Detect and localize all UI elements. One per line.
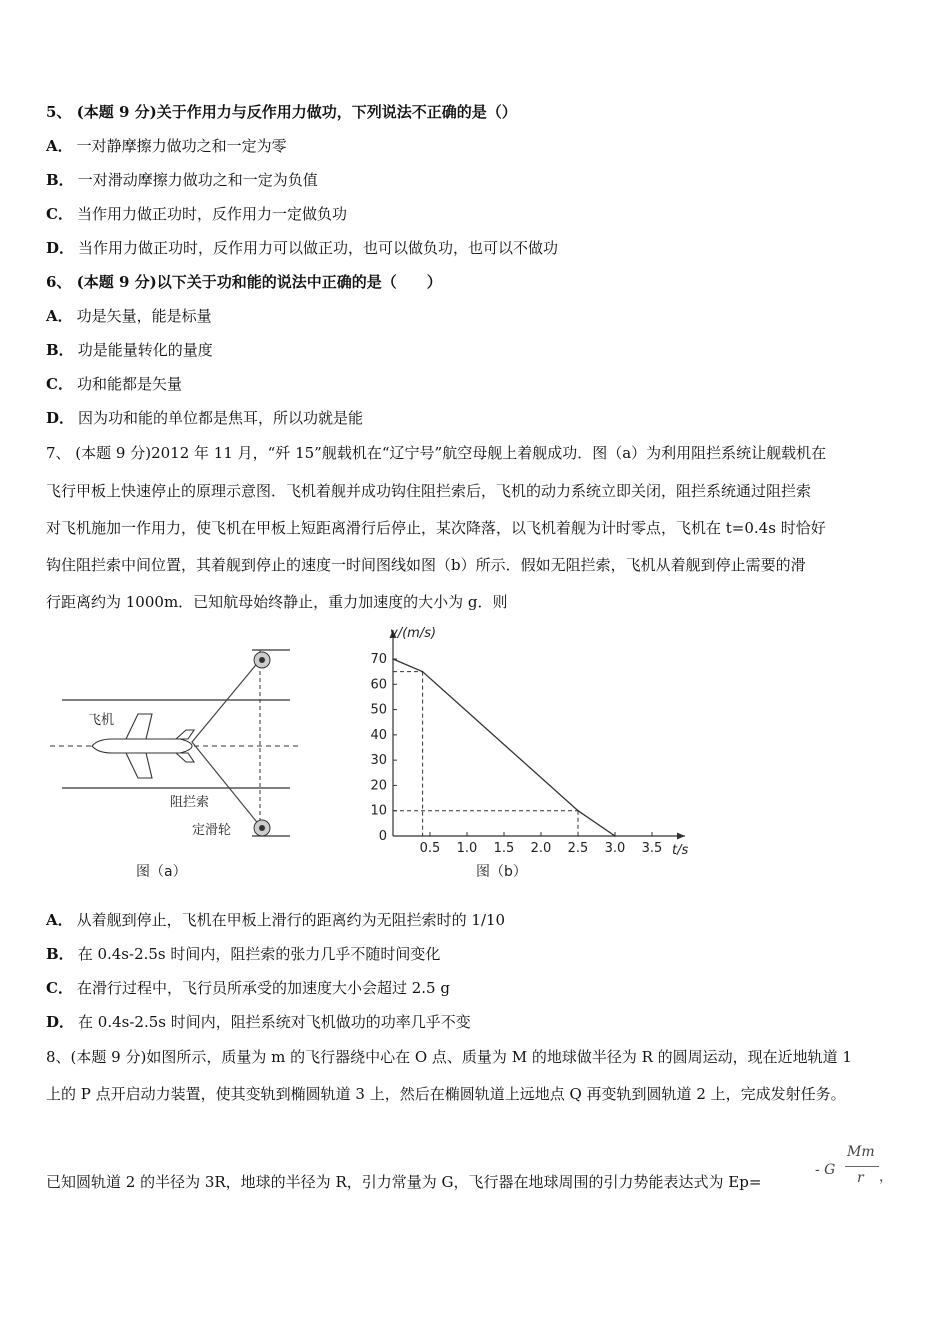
x-axis-label: t/s [672, 843, 689, 858]
option-letter: C． [46, 375, 73, 393]
x-tick-label: 2.5 [567, 841, 589, 856]
y-tick-label: 20 [370, 778, 387, 794]
q6-option-a [46, 306, 212, 326]
figure-a [50, 650, 298, 880]
data-point [422, 671, 424, 673]
x-tick-label: 1.0 [456, 841, 478, 856]
y-axis-label: v/(m/s) [390, 626, 437, 641]
option-letter: A． [46, 307, 73, 325]
velocity-line [393, 659, 615, 836]
q7-stem-line-1: 7、 (本题 9 分)2012 年 11 月，“歼 15”舰载机在“辽宁号”航空母舰上着舰成功．图（a）为利用阻拦系统让舰载机在 [46, 444, 827, 462]
q7-stem-line-2: 飞行甲板上快速停止的原理示意图．飞机着舰并成功钩住阻拦索后，飞机的动力系统立即关闭，阻拦系统通过阻拦索 [46, 482, 812, 500]
q5-stem: 5、 (本题 9 分)关于作用力与反作用力做功，下列说法不正确的是（） [46, 103, 517, 121]
q7-option-a [46, 910, 505, 930]
plane-label: 飞机 [88, 713, 115, 728]
y-tick-label: 40 [370, 727, 387, 743]
formula-suffix: ， [879, 1169, 893, 1185]
q7-option-b [46, 944, 440, 964]
y-tick-label: 30 [370, 753, 387, 769]
option-letter: D． [46, 1013, 75, 1031]
formula-denominator: r [857, 1170, 864, 1186]
option-text: 在 0.4s-2.5s 时间内，阻拦索的张力几乎不随时间变化 [77, 945, 441, 963]
option-letter: D． [46, 239, 75, 257]
chart-ticks [370, 652, 662, 856]
q5-option-a [46, 136, 287, 156]
option-letter: C． [46, 205, 73, 223]
q8-stem-line-1: 8、(本题 9 分)如图所示，质量为 m 的飞行器绕中心在 O 点、质量为 M 的地球做半径为 R 的圆周运动，现在近地轨道 1 [46, 1048, 852, 1066]
q6-option-d [46, 408, 363, 428]
option-letter: C． [46, 979, 73, 997]
y-tick-label: 10 [370, 803, 387, 819]
option-text: 功是能量转化的量度 [77, 341, 213, 359]
option-text: 从着舰到停止，飞机在甲板上滑行的距离约为无阻拦索时的 1/10 [76, 911, 506, 929]
option-letter: B． [46, 171, 74, 189]
y-tick-label: 0 [378, 829, 387, 844]
x-tick-label: 1.5 [493, 841, 515, 856]
q5-option-b [46, 170, 318, 190]
chart-guides [393, 672, 578, 836]
option-text: 在 0.4s-2.5s 时间内，阻拦系统对飞机做功的功率几乎不变 [78, 1013, 471, 1031]
option-text: 一对静摩擦力做功之和一定为零 [76, 137, 287, 155]
q7-figure [40, 618, 720, 888]
figure-b-chart [370, 626, 688, 880]
y-tick-label: 70 [370, 652, 387, 667]
x-tick-label: 2.0 [530, 841, 552, 856]
formula-numerator: Mm [847, 1144, 875, 1160]
q7-option-c [46, 978, 450, 998]
chart-series [392, 658, 616, 837]
option-letter: A． [46, 137, 73, 155]
option-letter: D． [46, 409, 75, 427]
option-letter: A． [46, 911, 73, 929]
data-point [614, 835, 616, 837]
option-text: 一对滑动摩擦力做功之和一定为负值 [77, 171, 318, 189]
q5-option-d [46, 238, 558, 258]
option-text: 功和能都是矢量 [76, 375, 182, 393]
y-tick-label: 50 [370, 702, 387, 718]
q6-option-c [46, 374, 182, 394]
pulley-label: 定滑轮 [192, 823, 232, 838]
chart-axes [390, 630, 686, 840]
option-letter: B． [46, 945, 74, 963]
q8-stem-line-2: 上的 P 点开启动力装置，使其变轨到椭圆轨道 3 上，然后在椭圆轨道上远地点 Q 再变轨到圆轨道 2 上，完成发射任务。 [46, 1085, 846, 1103]
q8-stem-line-3: 已知圆轨道 2 的半径为 3R，地球的半径为 R，引力常量为 G，飞行器在地球周围的引力势能表达式为 Ep= [46, 1173, 762, 1191]
pulley-icon [254, 652, 270, 668]
q7-stem-line-4: 钩住阻拦索中间位置，其着舰到停止的速度一时间图线如图（b）所示．假如无阻拦索，飞机从着舰到停止需要的滑 [46, 556, 806, 574]
x-tick-label: 3.5 [641, 841, 663, 856]
q7-stem-line-5: 行距离约为 1000m．已知航母始终静止，重力加速度的大小为 g．则 [46, 593, 508, 611]
option-text: 在滑行过程中，飞行员所承受的加速度大小会超过 2.5 g [76, 979, 450, 997]
figure-a-caption: 图（a） [136, 864, 187, 880]
option-text: 当作用力做正功时，反作用力可以做正功，也可以做负功，也可以不做功 [78, 239, 559, 257]
pulley-icon [254, 820, 270, 836]
q7-option-d [46, 1012, 471, 1032]
option-text: 功是矢量，能是标量 [76, 307, 212, 325]
q6-option-b [46, 340, 213, 360]
fraction-bar [845, 1166, 879, 1167]
option-text: 当作用力做正功时，反作用力一定做负功 [76, 205, 347, 223]
y-tick-label: 60 [370, 677, 387, 693]
rope-label: 阻拦索 [170, 795, 210, 810]
figure-b-caption: 图（b） [476, 864, 527, 880]
formula-prefix: - G [815, 1162, 836, 1178]
q5-option-c [46, 204, 347, 224]
option-letter: B． [46, 341, 74, 359]
x-axis-arrow [677, 833, 685, 840]
data-point [577, 810, 579, 812]
potential-energy-formula [815, 1144, 893, 1194]
q7-stem-line-3: 对飞机施加一作用力，使飞机在甲板上短距离滑行后停止，某次降落，以飞机着舰为计时零点，飞机在 t=0.4s 时恰好 [46, 519, 826, 537]
option-text: 因为功和能的单位都是焦耳，所以功就是能 [78, 409, 364, 427]
q6-stem: 6、 (本题 9 分)以下关于功和能的说法中正确的是（ ） [46, 273, 442, 291]
x-tick-label: 3.0 [604, 841, 626, 856]
x-tick-label: 0.5 [419, 841, 441, 856]
data-point [392, 658, 394, 660]
